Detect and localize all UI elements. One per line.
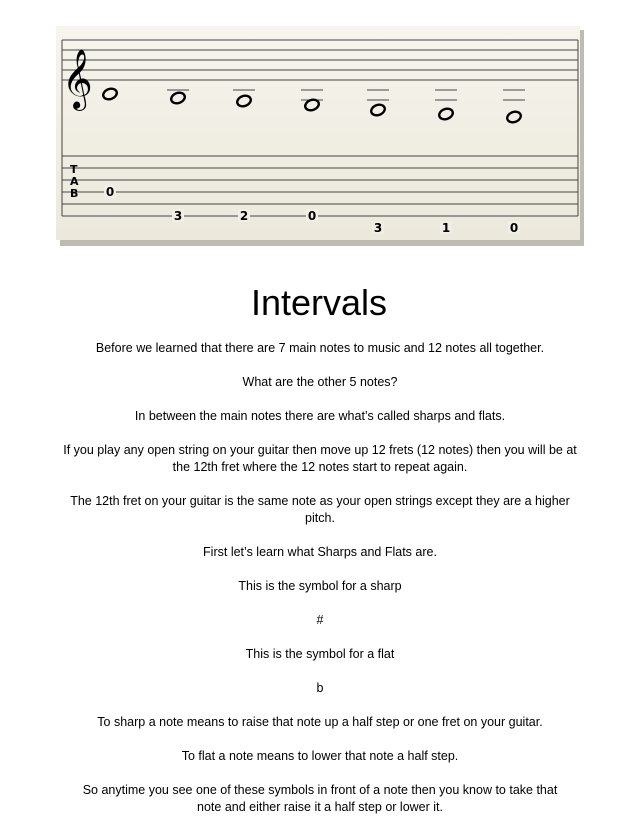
fret-number: 1 <box>441 221 451 235</box>
fret-number: 0 <box>307 209 317 223</box>
notation-image <box>56 26 586 248</box>
paragraph-anytime: So anytime you see one of these symbols in front of a note then you know to take that note and either raise it a half step or lower it. <box>82 783 558 814</box>
fret-number: 0 <box>509 221 519 235</box>
flat-symbol: b <box>316 681 324 695</box>
staff-and-tab <box>56 26 586 248</box>
paragraph-learn: First let’s learn what Sharps and Flats are. <box>203 545 437 559</box>
paper-background <box>56 26 580 240</box>
paragraph-12th-fret: The 12th fret on your guitar is the same note as your open strings except they are a higher pitch. <box>70 494 570 525</box>
fret-number: 3 <box>373 221 383 235</box>
svg-text:𝄞: 𝄞 <box>62 49 93 109</box>
paragraph-sharp-symbol-label: This is the symbol for a sharp <box>238 579 402 593</box>
fret-number: 2 <box>239 209 249 223</box>
fret-number: 3 <box>173 209 183 223</box>
page-title: Intervals <box>250 282 388 323</box>
tab-letter-t: T <box>70 163 78 176</box>
paragraph-flat-meaning: To flat a note means to lower that note a half step. <box>181 749 459 763</box>
paragraph-question: What are the other 5 notes? <box>242 375 398 389</box>
paragraph-intro: Before we learned that there are 7 main notes to music and 12 notes all together. <box>95 341 545 355</box>
paragraph-sharps-flats: In between the main notes there are what’s called sharps and flats. <box>134 409 506 423</box>
paragraph-open-string: If you play any open string on your guitar then move up 12 frets (12 notes) then you will be at the 12th fret where the 12 notes start to repeat again. <box>63 443 577 474</box>
paragraph-flat-symbol-label: This is the symbol for a flat <box>245 647 395 661</box>
tab-letter-b: B <box>70 187 79 200</box>
tab-letter-a: A <box>70 175 79 188</box>
paragraph-sharp-meaning: To sharp a note means to raise that note up a half step or one fret on your guitar. <box>97 715 543 729</box>
fret-number: 0 <box>105 185 115 199</box>
sharp-symbol: # <box>316 613 324 627</box>
treble-clef-icon <box>62 49 93 111</box>
body-text <box>63 340 577 833</box>
